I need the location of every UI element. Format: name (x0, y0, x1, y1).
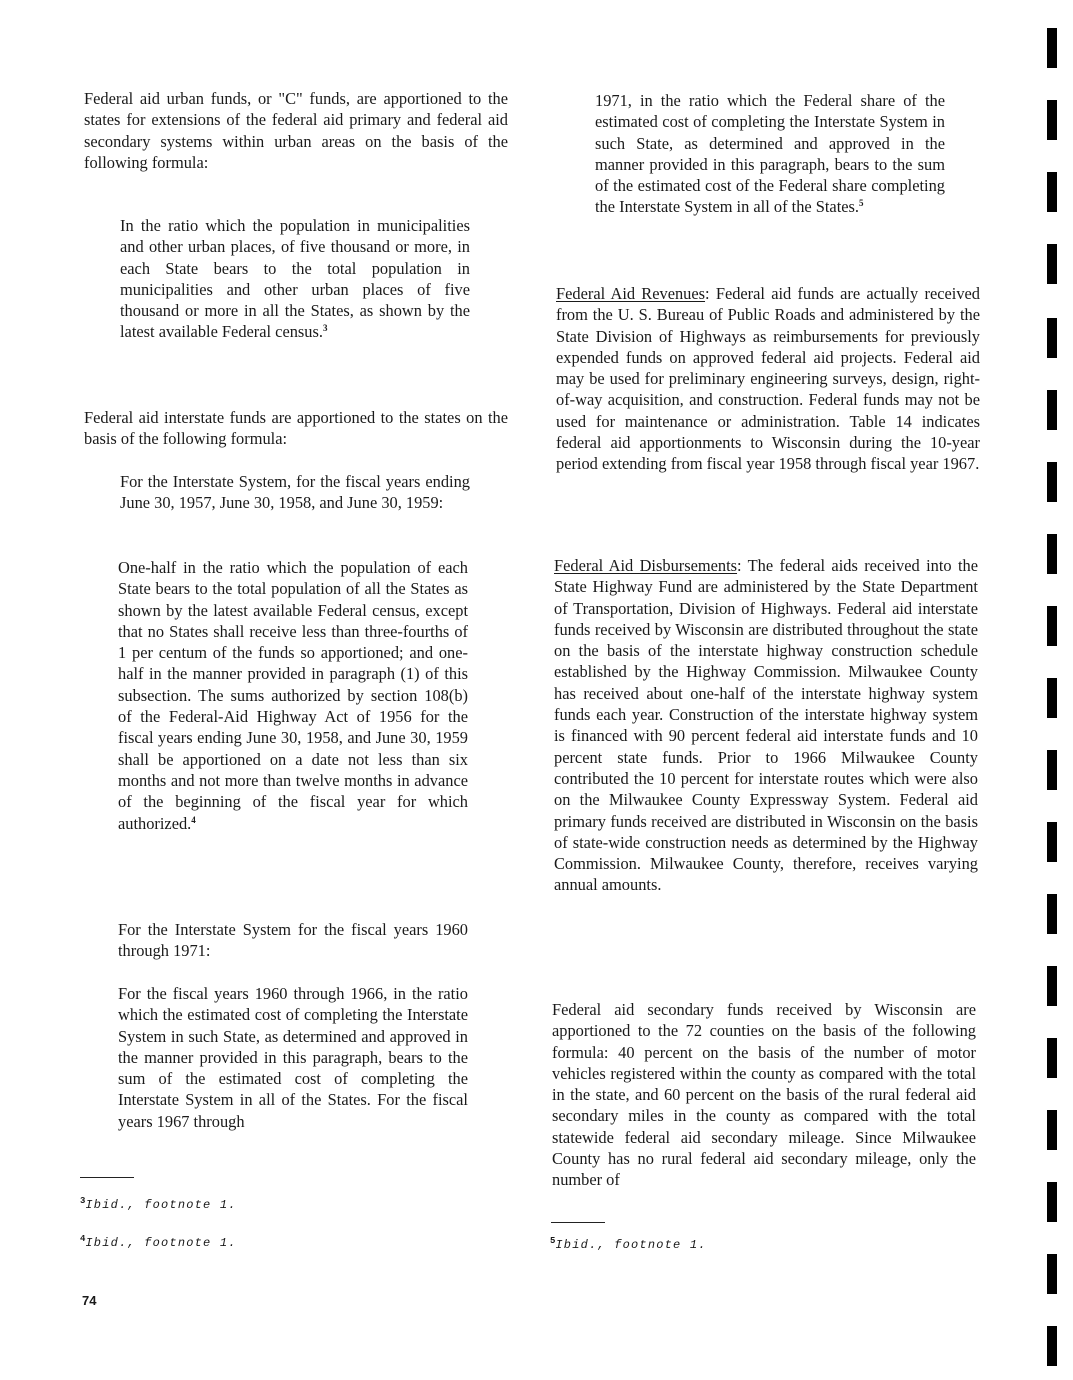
footnote-3-text: Ibid., footnote 1. (85, 1198, 237, 1212)
footnote-3-number: 3 (80, 1196, 86, 1206)
footnote-ref-5: 5 (859, 198, 864, 209)
scan-mark (1047, 1038, 1057, 1078)
scan-mark (1047, 28, 1057, 68)
paragraph-secondary-funds: Federal aid secondary funds received by Wisconsin are apportioned to the 72 counties on the basis of the following formula: 40 percent on the basis of the number of motor vehicles registered within the county as compared with the total in the state, and 60 percent on the basis of the rural federal aid secondary miles in the county as compared with the total statewide federal aid secondary mileage. Since Milwaukee County has no rural federal aid secondary mileage, only the number of (552, 1000, 976, 1190)
scan-mark (1047, 462, 1057, 502)
scan-edge-marks (1043, 0, 1059, 1380)
scan-mark (1047, 534, 1057, 574)
scan-mark (1047, 678, 1057, 718)
quote-fiscal-1967-1971-text: 1971, in the ratio which the Federal share of the estimated cost of completing the Interstate System in such State, as determined and approved in the manner provided in this paragraph, bears to the sum of the estimated cost of the Federal share completing the Interstate System in all of the States. (595, 91, 945, 217)
footnote-5 (550, 1238, 707, 1252)
scan-mark (1047, 1182, 1057, 1222)
revenues-text: : Federal aid funds are actually received from the U. S. Bureau of Public Roads and administered by the State Division of Highways as reimbursements for previously expended funds on approved federal aid projects. Federal aid may be used for preliminary engineering surveys, design, right-of-way acquisition, and construction. Federal funds may not be used for maintenance or administration. Table 14 indicates federal aid apportionments to Wisconsin during the 10-year period extending from fiscal year 1958 through fiscal year 1967. (556, 284, 980, 474)
scan-mark (1047, 100, 1057, 140)
quote-fiscal-1967-1971 (595, 90, 945, 218)
quote-urban-formula-text: In the ratio which the population in municipalities and other urban places, of five thousand or more, in each State bears to the total population in municipalities and other urban places of five thousand or more in all the States, as shown by the latest available Federal census. (120, 216, 470, 342)
footnote-3 (80, 1198, 237, 1212)
footnote-rule-left (80, 1177, 134, 1178)
footnote-5-number: 5 (550, 1236, 556, 1246)
scan-mark (1047, 606, 1057, 646)
footnote-4-text: Ibid., footnote 1. (85, 1236, 237, 1250)
heading-federal-aid-revenues: Federal Aid Revenues (556, 284, 706, 303)
quote-interstate-1960: For the Interstate System for the fiscal years 1960 through 1971: (118, 920, 468, 961)
quote-fiscal-1960-1966: For the fiscal years 1960 through 1966, in the ratio which the estimated cost of completing the Interstate System in such State, as determined and approved in the manner provided in this paragraph, bears to the sum of the estimated cost of completing the Interstate System in all of the States. For the fiscal years 1967 through (118, 984, 468, 1131)
footnote-ref-3: 3 (322, 323, 328, 334)
scan-mark (1047, 244, 1057, 284)
page-number: 74 (82, 1293, 97, 1308)
paragraph-urban-funds: Federal aid urban funds, or "C" funds, are apportioned to the states for extensions of the federal aid primary and federal aid secondary systems within urban areas on the basis of the following formula: (84, 89, 508, 172)
paragraph-federal-aid-revenues (556, 283, 980, 475)
scan-mark (1047, 318, 1057, 358)
quote-one-half-ratio-text: One-half in the ratio which the population of each State bears to the total population of all the States as shown by the latest available Federal census, except that no States shall receive less than three-fourths of 1 per centum of the funds so apportioned; and one-half in the manner provided in paragraph (1) of this subsection. The sums authorized by section 108(b) of the Federal-Aid Highway Act of 1956 for the fiscal years ending June 30, 1958, and June 30, 1959 shall be apportioned on a date not less than six months and not more than twelve months in advance of the beginning of the fiscal year for which authorized. (118, 558, 468, 833)
disbursements-text: : The federal aids received into the State Highway Fund are administered by the State Department of Transportation, Division of Highways. Federal aid interstate funds received by Wisconsin are distributed throughout the state on the basis of the interstate highway construction schedule established by the Highway Commission. Milwaukee County has received about one-half of the interstate highway system funds each year. Construction of the interstate highway system is financed with 90 percent federal aid interstate funds and 10 percent state funds. Prior to 1966 Milwaukee County contributed the 10 percent for interstate routes which were also on the Milwaukee County Expressway System. Federal aid primary funds received are distributed in Wisconsin on the basis of state-wide construction needs as determined by the Highway Commission. Milwaukee County, therefore, receives varying annual amounts. (554, 556, 978, 895)
scan-mark (1047, 822, 1057, 862)
scan-mark (1047, 1254, 1057, 1294)
footnote-5-text: Ibid., footnote 1. (555, 1238, 707, 1252)
quote-interstate-1957: For the Interstate System, for the fiscal years ending June 30, 1957, June 30, 1958, and June 30, 1959: (120, 472, 470, 513)
footnote-ref-4: 4 (191, 814, 196, 825)
paragraph-federal-aid-disbursements (554, 555, 978, 896)
heading-federal-aid-disbursements: Federal Aid Disbursements (554, 556, 738, 575)
paragraph-interstate-funds: Federal aid interstate funds are apportioned to the states on the basis of the following formula: (84, 408, 508, 449)
scan-mark (1047, 966, 1057, 1006)
scan-mark (1047, 390, 1057, 430)
scan-mark (1047, 172, 1057, 212)
footnote-4 (80, 1236, 237, 1250)
quote-urban-formula (120, 215, 470, 343)
scan-mark (1047, 750, 1057, 790)
footnote-rule-right (551, 1222, 605, 1223)
scan-mark (1047, 1110, 1057, 1150)
footnote-4-number: 4 (80, 1234, 86, 1244)
quote-one-half-ratio (118, 557, 468, 834)
scan-mark (1047, 1326, 1057, 1366)
scan-mark (1047, 894, 1057, 934)
